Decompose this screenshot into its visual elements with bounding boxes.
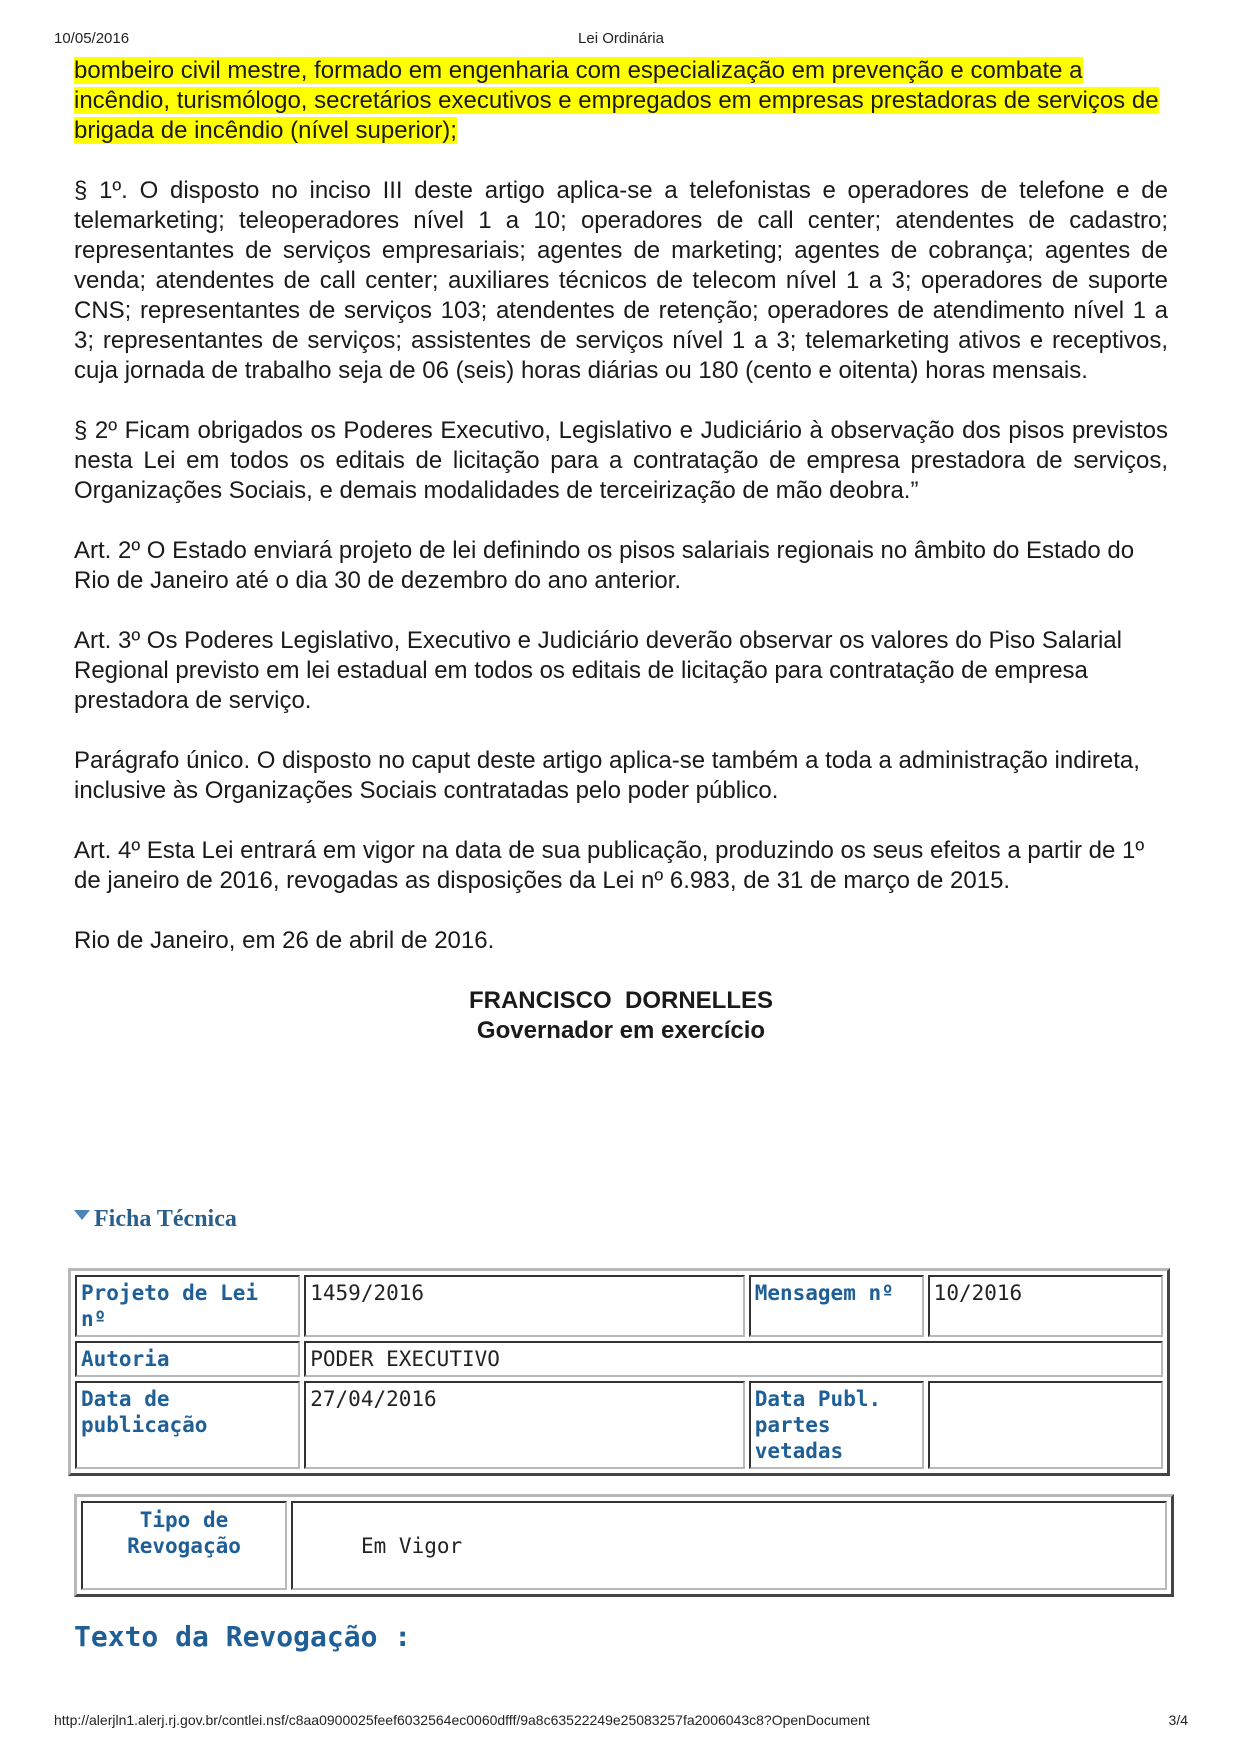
ficha-tecnica-label: Ficha Técnica bbox=[94, 1206, 237, 1232]
signatory-role: Governador em exercício bbox=[476, 1017, 766, 1044]
table-row bbox=[75, 1275, 1163, 1337]
texto-revogacao-heading: Texto da Revogação : bbox=[74, 1620, 412, 1653]
print-title: Lei Ordinária bbox=[578, 30, 664, 47]
ficha-tecnica-toggle[interactable] bbox=[74, 1206, 237, 1233]
mensagem-label: Mensagem nº bbox=[749, 1275, 924, 1337]
paragraph-1: § 1º. O disposto no inciso III deste artigo aplica-se a telefonistas e operadores de telefone e de telemarketing; teleoperadores nível 1 a 10; operadores de call center; atendentes de cadastro; representantes de serviços empresariais; agentes de marketing; agentes de cobrança; agentes de venda; atendentes de call center; auxiliares técnicos de telecom nível 1 a 3; operadores de suporte CNS; representantes de serviços 103; atendentes de retenção; operadores de atendimento nível 1 a 3; representantes de serviços; assistentes de serviços nível 1 a 3; telemarketing ativos e receptivos, cuja jornada de trabalho seja de 06 (seis) horas diárias ou 180 (cento e oitenta) horas mensais. bbox=[74, 177, 1168, 384]
print-date: 10/05/2016 bbox=[54, 30, 130, 47]
article-3: Art. 3º Os Poderes Legislativo, Executivo e Judiciário deverão observar os valores do Piso Salarial Regional previsto em lei estadual em todos os editais de licitação para contratação de empresa prestadora de serviço. bbox=[74, 627, 1122, 714]
highlighted-paragraph bbox=[74, 56, 1168, 146]
page-number: 3/4 bbox=[1168, 1712, 1188, 1728]
triangle-down-icon bbox=[74, 1210, 90, 1220]
highlight-text: bombeiro civil mestre, formado em engenharia com especialização em prevenção e combate a incêndio, turismólogo, secretários executivos e empregados em empresas prestadoras de serviços de brigada de incêndio (nível superior); bbox=[74, 57, 1159, 144]
paragraph-2: § 2º Ficam obrigados os Poderes Executivo, Legislativo e Judiciário à observação dos pisos previstos nesta Lei em todos os editais de licitação para a contratação de empresa prestadora de serviços, Organizações Sociais, e demais modalidades de terceirização de mão deobra.” bbox=[74, 417, 1168, 504]
page-url: http://alerjln1.alerj.rj.gov.br/contlei.nsf/c8aa0900025feef6032564ec0060dfff/9a8c63522249e25083257fa2006043c8?OpenDocument bbox=[54, 1712, 870, 1728]
table-row bbox=[75, 1381, 1163, 1469]
data-vetadas-label: Data Publ. partes vetadas bbox=[749, 1381, 924, 1469]
autoria-value: PODER EXECUTIVO bbox=[304, 1341, 1163, 1377]
ficha-tecnica-table bbox=[68, 1268, 1170, 1476]
data-publicacao-value: 27/04/2016 bbox=[304, 1381, 744, 1469]
projeto-value: 1459/2016 bbox=[304, 1275, 744, 1337]
data-vetadas-value bbox=[928, 1381, 1163, 1469]
autoria-label: Autoria bbox=[75, 1341, 300, 1377]
signature-block bbox=[74, 986, 1168, 1046]
projeto-label: Projeto de Lei nº bbox=[75, 1275, 300, 1337]
table-row bbox=[81, 1501, 1167, 1590]
mensagem-value: 10/2016 bbox=[928, 1275, 1163, 1337]
signatory-name: FRANCISCO DORNELLES bbox=[468, 987, 773, 1014]
tipo-revogacao-label: Tipo de Revogação bbox=[81, 1501, 287, 1590]
data-publicacao-label: Data de publicação bbox=[75, 1381, 300, 1469]
law-text bbox=[74, 56, 1168, 1046]
article-4: Art. 4º Esta Lei entrará em vigor na data de sua publicação, produzindo os seus efeitos a partir de 1º de janeiro de 2016, revogadas as disposições da Lei nº 6.983, de 31 de março de 2015. bbox=[74, 837, 1145, 894]
revogacao-table bbox=[74, 1494, 1174, 1597]
place-date: Rio de Janeiro, em 26 de abril de 2016. bbox=[74, 927, 495, 954]
paragraph-unico: Parágrafo único. O disposto no caput deste artigo aplica-se também a toda a administração indireta, inclusive às Organizações Sociais contratadas pelo poder público. bbox=[74, 747, 1140, 804]
article-2: Art. 2º O Estado enviará projeto de lei definindo os pisos salariais regionais no âmbito do Estado do Rio de Janeiro até o dia 30 de dezembro do ano anterior. bbox=[74, 537, 1135, 594]
tipo-revogacao-value: Em Vigor bbox=[291, 1501, 1167, 1590]
table-row bbox=[75, 1341, 1163, 1377]
print-header bbox=[54, 30, 1188, 50]
print-footer bbox=[54, 1712, 1188, 1732]
